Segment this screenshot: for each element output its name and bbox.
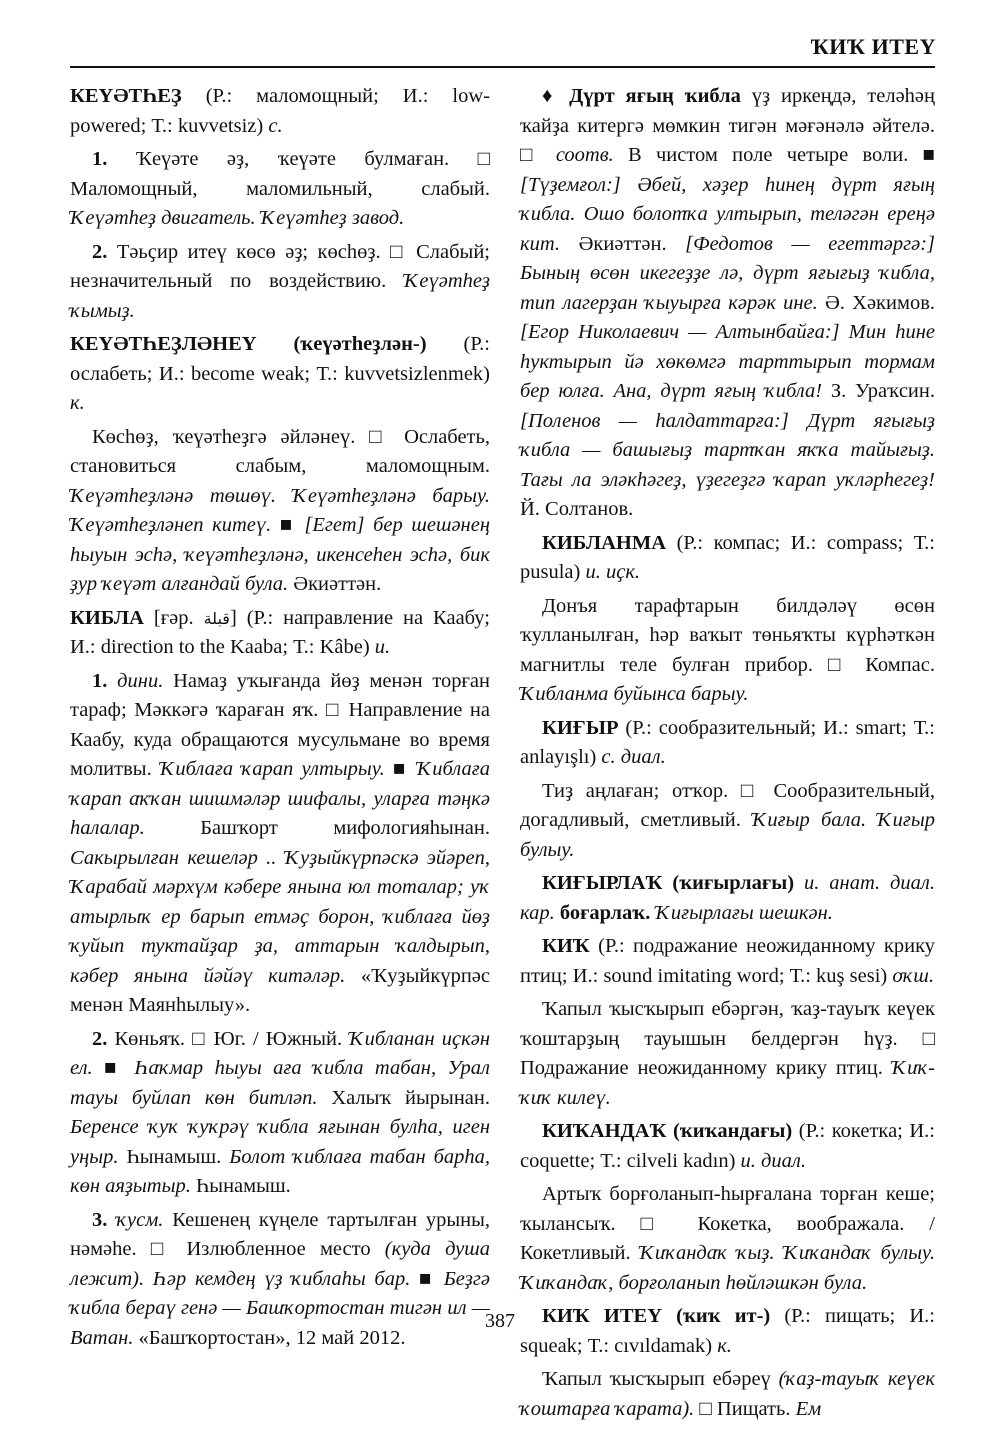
- definition: Ҡапыл ҡысҡырып ебәргән, ҡаҙ-тауыҡ кеүек ҡоштарҙың тауышын белдергән һүҙ. □ Подражание неожиданному крику птиц.: [520, 998, 935, 1079]
- headword: КИҒЫР: [542, 716, 619, 739]
- headword: КИБЛА: [70, 606, 144, 629]
- definition-block: [520, 777, 935, 866]
- label: дини.: [117, 669, 164, 692]
- entry-kigyrlak: [520, 869, 935, 928]
- definition: Кешенең күңеле тартылған урыны, нәмәһе. □ Излюбленное место: [70, 1208, 491, 1260]
- example: Ҡиблаға ҡарап ултырыу.: [159, 758, 385, 780]
- example: Ҡиблаға ҡарап аҡҡан шишмәләр шифалы, уларға тәңкә һалалар.: [70, 758, 490, 839]
- sense-number: 2.: [92, 240, 117, 263]
- example: [Поленов — һалдаттарға:] Дүрт яғығыҙ ҡибла — башығыҙ тартҡан яҡҡа тайығыҙ. Тағы ла эләкһәгеҙ, үҙегеҙгә ҡарап уҡләрһегеҙ!: [520, 409, 935, 491]
- gloss: ] (Р.: направление на Каабу; И.: direction to the Kaaba; Т.: Kâbe): [70, 606, 490, 658]
- entry-keuethez: [70, 82, 490, 141]
- example: Һаҡмар һыуы аға ҡибла табан, Урал тауы буйлап көн битләп.: [70, 1057, 490, 1109]
- source: Әкиәттән.: [288, 573, 382, 595]
- source: Халыҡ йырынан.: [317, 1086, 490, 1109]
- definition: В чистом поле четыре воли. ■: [613, 144, 935, 166]
- sense-number: 3.: [92, 1208, 117, 1231]
- definition: □ Пищать.: [694, 1397, 796, 1420]
- label: ҡусм.: [116, 1208, 164, 1231]
- pos: и. диал.: [740, 1149, 806, 1172]
- arabic-word: قبلة: [203, 608, 230, 628]
- source: «Башҡортостан», 12 май 2012.: [133, 1326, 406, 1349]
- example: Ҡиҡ-ҡиҡ килеү.: [520, 1057, 935, 1109]
- entry-kigyr: [520, 714, 935, 773]
- pos: и. анат. диал.: [804, 872, 935, 894]
- right-column: [520, 82, 935, 1428]
- definition-block: [520, 1365, 935, 1424]
- sense-number: 2.: [92, 1027, 115, 1050]
- header-rule: [70, 66, 935, 68]
- sense-number: 1.: [92, 148, 136, 170]
- gloss: (Р.: кокетка; И.: coquette; Т.: cilveli kadın): [520, 1120, 936, 1172]
- gloss: (Р.: сообразительный; И.: smart; Т.: anlayışlı): [520, 716, 935, 768]
- sense: [70, 145, 490, 234]
- example: (куда душа лежит). Һәр кемдең үҙ ҡиблаһы бар.: [70, 1238, 491, 1290]
- example: Ҡеүәтһеҙ ҡымыҙ.: [70, 270, 490, 322]
- example: (ҡаҙ-тауыҡ кеүек ҡоштарға ҡарата).: [520, 1368, 935, 1420]
- cross-reference: боғарлаҡ.: [559, 901, 651, 924]
- gloss: (Р.: компас; И.: compass; Т.: pusula): [520, 531, 935, 583]
- definition-block: [520, 995, 935, 1113]
- marker: ■: [410, 1267, 444, 1290]
- headword: КЕҮӘТҺЕҘЛӘНЕҮ (ҡеүәтһеҙлән-): [70, 333, 427, 355]
- source: Ә. Хәкимов.: [817, 291, 936, 314]
- definition: Тиҙ аңлаған; отҡор. □ Сообразительный, догадливый, сметливый.: [520, 779, 935, 831]
- space: [794, 872, 804, 894]
- entry-kikandak: [520, 1117, 935, 1176]
- phrase: Дүрт яғың ҡибла: [569, 85, 741, 107]
- example: Ҡибланан иҫкән ел.: [70, 1027, 491, 1079]
- source: З. Ураҡсин.: [822, 380, 936, 402]
- definition: Ҡеүәте әҙ, ҡеүәте булмаған. □ Маломощный, маломильный, слабый.: [70, 148, 491, 200]
- definition-block: [520, 1180, 935, 1298]
- definition-block: [520, 592, 935, 710]
- example: Ҡиғыр бала. Ҡиғыр булыу.: [520, 809, 935, 861]
- marker: ■: [271, 514, 305, 536]
- definition-block: [70, 423, 490, 600]
- sense: [70, 238, 490, 327]
- pos: и. иҫк.: [585, 561, 641, 583]
- example: Болот ҡиблаға табан барһа, көн аяҙытыр.: [70, 1145, 491, 1197]
- pos: оҡш.: [892, 964, 935, 987]
- marker: ■: [384, 758, 417, 780]
- gloss: (Р.: пищать; И.: squeak; Т.: cıvıldamak): [520, 1305, 935, 1357]
- definition: Артыҡ борғоланып-һырғалана торған кеше; ҡылансыҡ. □ Кокетка, воображала. / Кокетливый.: [520, 1183, 935, 1264]
- headword: КИҠАНДАҠ (ҡиҡандағы): [542, 1120, 793, 1142]
- example: [Егет] бер шешәнең һыуын эсһә, ҡеүәтһеҙләнә, икенсеһен эсһә, бик ҙур ҡеүәт алғандай була.: [70, 514, 490, 595]
- marker: ■: [92, 1057, 135, 1079]
- source: «Ҡуҙыйкүрпәс менән Маянһылыу».: [70, 964, 491, 1016]
- entry-keuethezlenеu: [70, 330, 490, 419]
- source: Һынамыш.: [190, 1175, 291, 1197]
- pos: с.: [268, 114, 283, 137]
- source: Әкиәттән.: [560, 232, 686, 255]
- example: Сакырылған кешеләр .. Ҡуҙыйкүрпәскә эйәреп, Ҡарабай мәрхүм кәбере янына юл тоталар; уҡ атырлыҡ ер барып етмәҫ борон, ҡиблаға йөҙ ҡуйып туктайҙар ҙа, аттарын ҡалдырып, кәбер янына йәйәү китәләр.: [70, 846, 490, 987]
- gloss: (Р.: подражание неожиданному крику птиц; И.: sound imitating word; Т.: kuş sesi): [520, 935, 935, 987]
- headword: КИҠ: [542, 935, 590, 957]
- sense: [70, 1025, 490, 1202]
- definition: Намаҙ уҡығанда йөҙ менән торған тараф; Мәккәгә ҡараған яҡ. □ Направление на Каабу, куда обращаются мусульмане во время молитвы.: [70, 669, 491, 780]
- diamond-marker: ♦: [542, 85, 570, 107]
- source: Й. Солтанов.: [520, 498, 634, 520]
- example: Ҡеүәтһеҙ двигатель. Ҡеүәтһеҙ завод.: [70, 207, 405, 229]
- pos: и.: [374, 636, 391, 658]
- example: Ҡибланма буйынса барыу.: [520, 683, 749, 705]
- label: соотв.: [555, 144, 614, 166]
- source: Һынамыш.: [118, 1145, 230, 1168]
- pos: к.: [717, 1334, 732, 1357]
- example: [Егор Николаевич — Алтынбайға:] Мин һине һуктырып йә хөкөмгә тарттырып тормам бер юлға. Ана, дүрт яғың ҡибла!: [520, 321, 935, 402]
- definition: Ҡапыл ҡысҡырып ебәреү: [542, 1368, 779, 1390]
- pos: с. диал.: [601, 746, 666, 768]
- entry-kik: [520, 932, 935, 991]
- headword: КИҠ ИТЕҮ (ҡиҡ ит-): [542, 1305, 771, 1327]
- entry-kiblanma: [520, 529, 935, 588]
- etymology: [ғәр.: [143, 606, 204, 629]
- sense-number: 1.: [92, 669, 118, 692]
- page-number: 387: [485, 1310, 515, 1332]
- example: Ҡеүәтһеҙләнә төшөү. Ҡеүәтһеҙләнә барыу. Ҡеүәтһеҙләнеп китеү.: [70, 484, 490, 536]
- definition: Көньяҡ. □ Юг. / Южный.: [114, 1027, 350, 1050]
- example: Беренсе ҡуҡ ҡуҡрәү ҡибла яғынан булһа, иген уңыр.: [70, 1116, 490, 1168]
- gloss: (Р.: маломощный; И.: low-powered; Т.: kuvvetsiz): [70, 85, 490, 137]
- headword: КИБЛАНМА: [542, 531, 667, 554]
- pos: к.: [70, 392, 85, 414]
- example: [Федотов — егеттәргә:] Бының өсөн икегеҙҙе лә, дүрт яғығыҙ ҡибла, тип лагерҙан ҡыуырға кәрәк ине.: [520, 232, 935, 314]
- running-header: ҠИҠ ИТЕҮ: [810, 34, 936, 59]
- example: Ҡиҡандаҡ ҡыҙ. Ҡиҡандаҡ булыу. Ҡиҡандаҡ, борғоланып һөйләшкән була.: [520, 1242, 935, 1294]
- definition: Көсһөҙ, ҡеүәтһеҙгә әйләнеү. □ Ослабеть, становиться слабым, маломощным.: [70, 425, 490, 477]
- source: Башҡорт мифологияһынан.: [144, 817, 490, 839]
- example: [Түҙемғол:] Әбей, хәҙер һинең дүрт яғың ҡибла. Ошо болотҡа ултырып, теләгән ереңә кит.: [520, 173, 935, 255]
- example: Беҙгә ҡибла бераү генә — Башҡортостан тигән ил — Ватан.: [70, 1267, 490, 1349]
- definition: Донъя тарафтарын билдәләү өсөн ҡулланылған, һәр ваҡыт төньяҡты күрһәткән магнитлы теле булған прибор. □ Компас.: [520, 594, 935, 676]
- label: кар.: [520, 901, 555, 924]
- definition: үҙ иркеңдә, теләһәң ҡайҙа китергә мөмкин тигән мәғәнәлә әйтелә. □: [520, 85, 935, 166]
- entry-kibla: [70, 604, 490, 663]
- example: Ҡиғырлағы шешкән.: [655, 901, 833, 924]
- left-column: [70, 82, 490, 1357]
- definition: Тәьҫир итеү көсө әҙ; көсһөҙ. □ Слабый; незначительный по воздействию.: [70, 240, 490, 292]
- headword: КИҒЫРЛАҠ (ҡиғырлағы): [542, 872, 795, 894]
- gloss: (Р.: ослабеть; И.: become weak; Т.: kuvvetsizlenmek): [70, 333, 490, 385]
- example: Ем: [795, 1397, 822, 1420]
- sense: [70, 667, 490, 1021]
- phrase-block: [520, 82, 935, 525]
- headword: КЕҮӘТҺЕҘ: [70, 85, 182, 107]
